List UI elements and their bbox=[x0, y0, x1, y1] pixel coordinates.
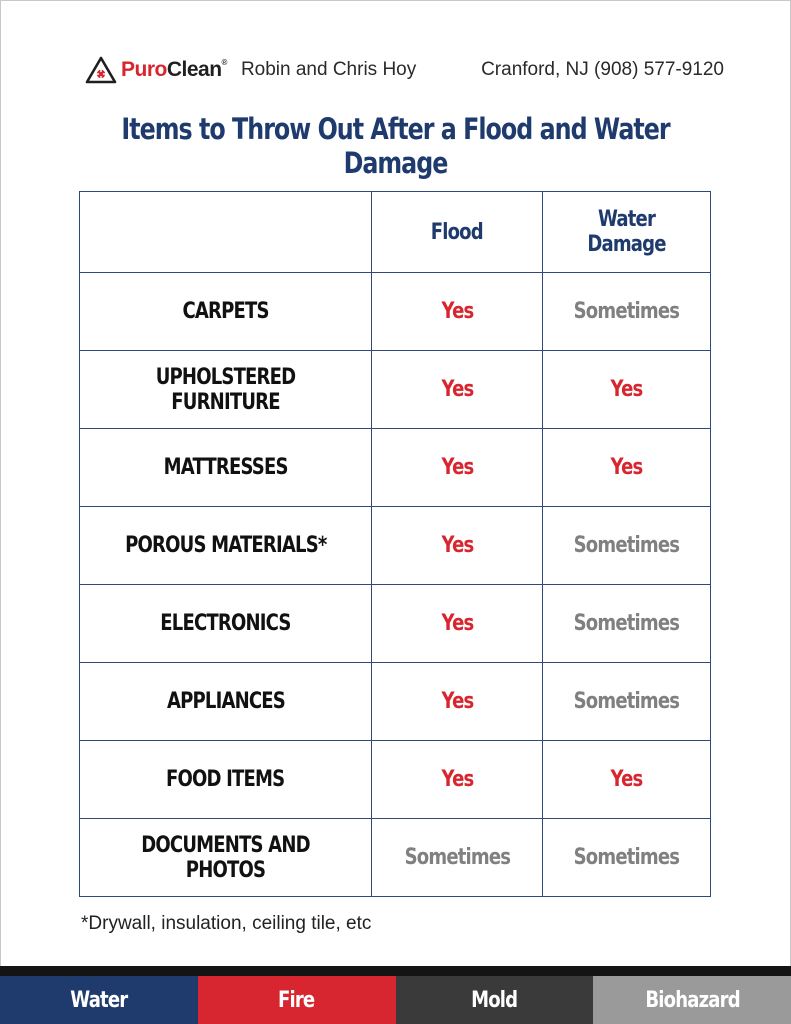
water-damage-cell: Sometimes bbox=[543, 663, 711, 741]
header-cell-water-damage: Water Damage bbox=[543, 192, 711, 273]
items-table bbox=[79, 191, 711, 897]
flood-cell: Yes bbox=[372, 585, 543, 663]
water-damage-cell: Sometimes bbox=[543, 273, 711, 351]
footer-fire: Fire bbox=[198, 976, 396, 1024]
flood-cell: Yes bbox=[372, 351, 543, 429]
page-header bbox=[84, 52, 724, 88]
flood-cell: Yes bbox=[372, 507, 543, 585]
owner-names: Robin and Chris Hoy bbox=[240, 59, 417, 80]
flood-cell: Yes bbox=[372, 663, 543, 741]
table-row bbox=[80, 819, 711, 897]
logo-wordmark: PuroClean® bbox=[121, 58, 227, 81]
water-damage-cell: Yes bbox=[543, 429, 711, 507]
water-damage-cell: Yes bbox=[543, 741, 711, 819]
contact-info: Cranford, NJ (908) 577-9120 bbox=[481, 59, 724, 80]
table-row bbox=[80, 585, 711, 663]
page-title: Items to Throw Out After a Flood and Water Damage bbox=[121, 112, 670, 180]
item-cell: MATTRESSES bbox=[80, 429, 372, 507]
table-row bbox=[80, 429, 711, 507]
footnote: *Drywall, insulation, ceiling tile, etc bbox=[81, 913, 372, 934]
service-footer bbox=[0, 976, 791, 1024]
footer-mold: Mold bbox=[396, 976, 594, 1024]
header-cell-blank bbox=[80, 192, 372, 273]
footer-water: Water bbox=[0, 976, 198, 1024]
table-row bbox=[80, 351, 711, 429]
item-cell: ELECTRONICS bbox=[80, 585, 372, 663]
item-cell: UPHOLSTERED FURNITURE bbox=[80, 351, 372, 429]
item-cell: APPLIANCES bbox=[80, 663, 372, 741]
header-cell-flood: Flood bbox=[372, 192, 543, 273]
table-row bbox=[80, 663, 711, 741]
footer-biohazard: Biohazard bbox=[593, 976, 791, 1024]
water-damage-cell: Sometimes bbox=[543, 585, 711, 663]
water-damage-cell: Sometimes bbox=[543, 507, 711, 585]
flood-cell: Yes bbox=[372, 429, 543, 507]
flood-cell: Sometimes bbox=[372, 819, 543, 897]
item-cell: FOOD ITEMS bbox=[80, 741, 372, 819]
puroclean-logo bbox=[84, 55, 227, 85]
item-cell: DOCUMENTS AND PHOTOS bbox=[80, 819, 372, 897]
table-row bbox=[80, 741, 711, 819]
item-cell: CARPETS bbox=[80, 273, 372, 351]
water-damage-cell: Yes bbox=[543, 351, 711, 429]
flood-cell: Yes bbox=[372, 741, 543, 819]
flood-cell: Yes bbox=[372, 273, 543, 351]
table-row bbox=[80, 273, 711, 351]
puroclean-logo-icon bbox=[84, 55, 118, 85]
table-header-row bbox=[80, 192, 711, 273]
item-cell: POROUS MATERIALS* bbox=[80, 507, 372, 585]
table-row bbox=[80, 507, 711, 585]
water-damage-cell: Sometimes bbox=[543, 819, 711, 897]
